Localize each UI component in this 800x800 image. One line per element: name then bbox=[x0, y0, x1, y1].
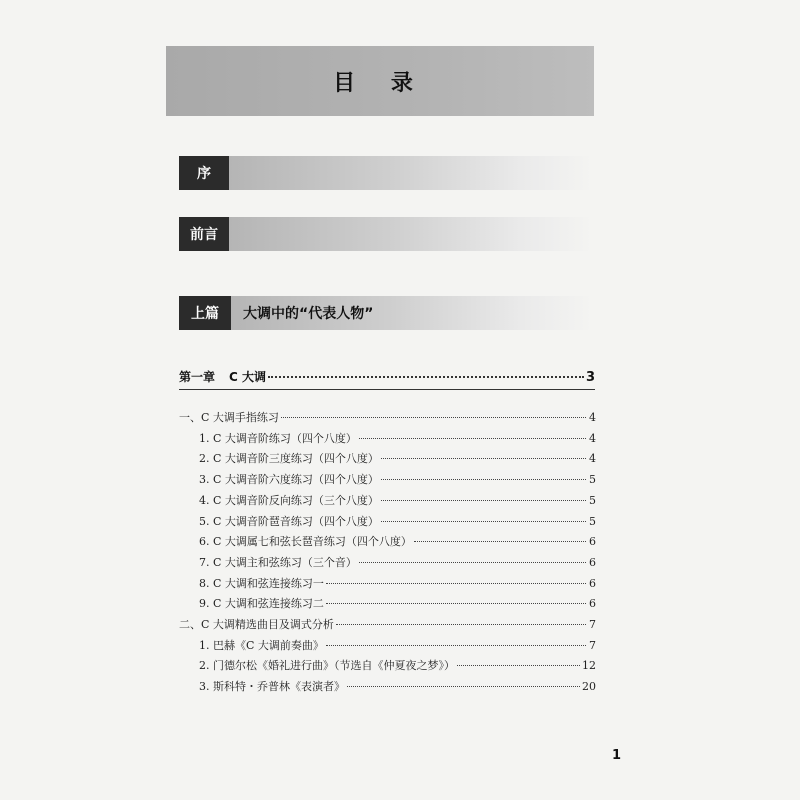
leader-dots bbox=[326, 583, 586, 584]
toc-entry-title: 1. C 大调音阶练习（四个八度） bbox=[199, 431, 357, 445]
chapter-divider bbox=[179, 389, 595, 390]
toc-entry-title: 二、C 大调精选曲目及调式分析 bbox=[179, 618, 334, 631]
toc-entry-page: 4 bbox=[589, 452, 596, 466]
toc-entry-page: 6 bbox=[589, 535, 596, 549]
chapter-label: 第一章 bbox=[179, 370, 216, 384]
toc-entry[interactable] bbox=[199, 492, 596, 512]
toc-entry[interactable] bbox=[199, 657, 596, 677]
toc-entry-page: 6 bbox=[589, 576, 596, 590]
toc-entry-page: 7 bbox=[589, 618, 596, 631]
toc-entry-title: 4. C 大调音阶反向练习（三个八度） bbox=[199, 493, 379, 507]
leader-dots bbox=[268, 376, 584, 378]
toc-entry[interactable] bbox=[199, 513, 596, 533]
leader-dots bbox=[381, 521, 586, 522]
leader-dots bbox=[381, 479, 586, 480]
toc-entry[interactable] bbox=[199, 533, 596, 553]
section-title: 大调中的“代表人物” bbox=[231, 296, 593, 330]
section-foreword[interactable] bbox=[179, 217, 593, 251]
toc-title-bar bbox=[166, 46, 594, 116]
toc-entry-page: 7 bbox=[589, 638, 596, 652]
leader-dots bbox=[381, 500, 586, 501]
leader-dots bbox=[457, 665, 580, 666]
toc-entry-page: 6 bbox=[589, 597, 596, 611]
toc-entry-page: 5 bbox=[589, 514, 596, 528]
toc-entry-title: 3. 斯科特・乔普林《表演者》 bbox=[199, 680, 345, 694]
leader-dots bbox=[326, 645, 586, 646]
toc-title: 目 录 bbox=[333, 70, 427, 96]
toc-entry-page: 12 bbox=[582, 659, 596, 673]
section-title bbox=[229, 217, 593, 251]
toc-entry-title: 5. C 大调音阶琶音练习（四个八度） bbox=[199, 514, 379, 528]
leader-dots bbox=[326, 603, 586, 604]
toc-entry-title: 3. C 大调音阶六度练习（四个八度） bbox=[199, 473, 379, 487]
section-tag: 前言 bbox=[179, 217, 229, 251]
chapter-entry[interactable] bbox=[179, 368, 595, 388]
toc-entry-title: 8. C 大调和弦连接练习一 bbox=[199, 576, 324, 590]
leader-dots bbox=[414, 541, 586, 542]
page-number: 1 bbox=[612, 748, 622, 763]
toc-entry[interactable] bbox=[199, 595, 596, 615]
toc-entry-title: 2. 门德尔松《婚礼进行曲》（节选自《仲夏夜之梦》） bbox=[199, 659, 455, 673]
leader-dots bbox=[336, 624, 586, 625]
toc-entry-title: 一、C 大调手指练习 bbox=[179, 411, 279, 424]
toc-entry[interactable] bbox=[199, 450, 596, 470]
chapter-title: C 大调 bbox=[229, 370, 267, 384]
toc-entry-title: 2. C 大调音阶三度练习（四个八度） bbox=[199, 452, 379, 466]
toc-entry-page: 5 bbox=[589, 473, 596, 487]
toc-entry-title: 1. 巴赫《C 大调前奏曲》 bbox=[199, 638, 324, 652]
toc-entry[interactable] bbox=[199, 637, 596, 657]
toc-entry[interactable] bbox=[199, 430, 596, 450]
section-preface[interactable] bbox=[179, 156, 593, 190]
leader-dots bbox=[281, 417, 586, 418]
toc-entry-page: 20 bbox=[582, 680, 596, 694]
toc-entry-title: 6. C 大调属七和弦长琶音练习（四个八度） bbox=[199, 535, 412, 549]
leader-dots bbox=[347, 686, 580, 687]
toc-entry[interactable] bbox=[199, 471, 596, 491]
leader-dots bbox=[359, 438, 586, 439]
leader-dots bbox=[381, 458, 586, 459]
toc-entry[interactable] bbox=[179, 409, 596, 429]
toc-entry[interactable] bbox=[199, 554, 596, 574]
toc-entry-page: 6 bbox=[589, 555, 596, 569]
toc-entry-page: 4 bbox=[589, 431, 596, 445]
toc-entry-page: 5 bbox=[589, 493, 596, 507]
section-tag: 上篇 bbox=[179, 296, 231, 330]
leader-dots bbox=[359, 562, 586, 563]
chapter-page: 3 bbox=[585, 370, 595, 385]
toc-entry[interactable] bbox=[199, 678, 596, 698]
section-title bbox=[229, 156, 593, 190]
toc-entry-title: 9. C 大调和弦连接练习二 bbox=[199, 597, 324, 611]
section-part-one[interactable] bbox=[179, 296, 593, 330]
section-tag: 序 bbox=[179, 156, 229, 190]
toc-entry[interactable] bbox=[179, 616, 596, 636]
toc-entry-title: 7. C 大调主和弦练习（三个音） bbox=[199, 555, 357, 569]
toc-entry[interactable] bbox=[199, 575, 596, 595]
toc-entry-page: 4 bbox=[589, 411, 596, 424]
